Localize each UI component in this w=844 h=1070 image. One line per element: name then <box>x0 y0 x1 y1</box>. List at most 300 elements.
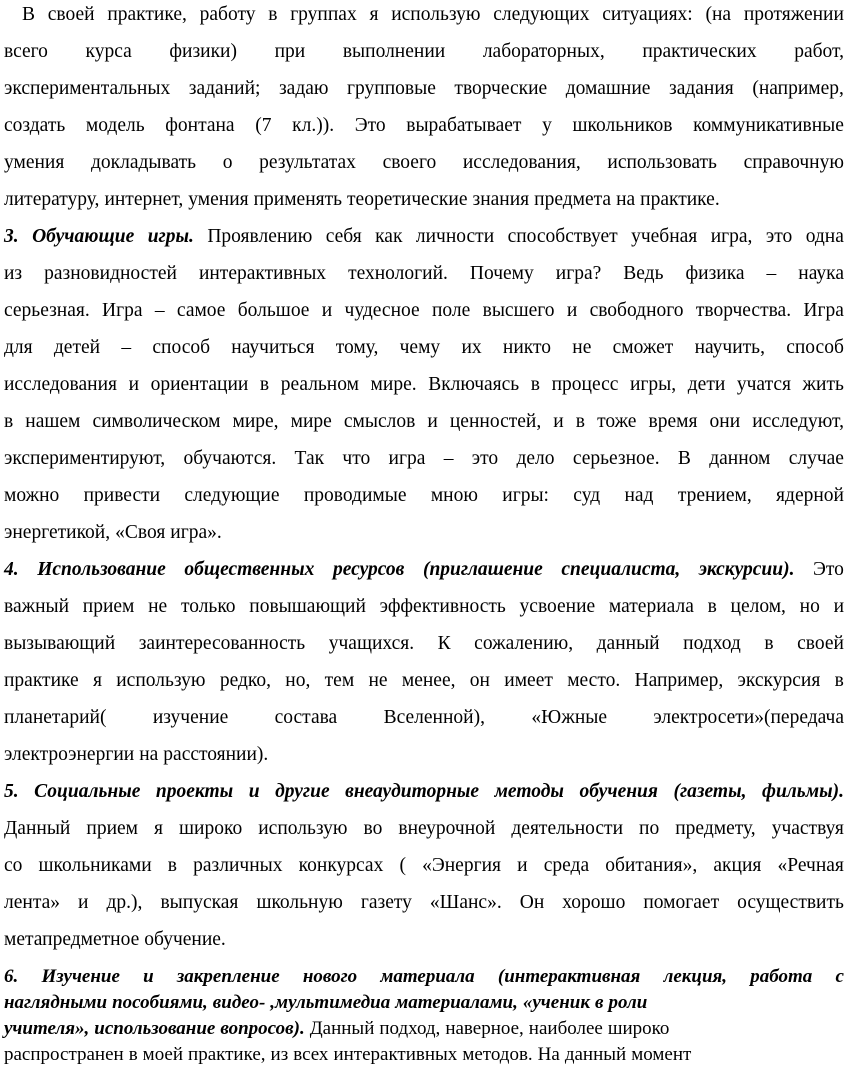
word: интерактивных <box>198 263 327 284</box>
word: свободного <box>589 300 684 321</box>
word: он <box>469 670 490 691</box>
word: домашние <box>565 78 651 99</box>
p3-line-6 <box>4 744 844 770</box>
word: метапредметное <box>4 929 140 950</box>
word: др.), <box>106 892 143 913</box>
word: что <box>342 448 371 469</box>
word: модель <box>85 115 145 136</box>
word: моей <box>142 1044 184 1065</box>
word: как <box>375 226 403 247</box>
word: группах <box>290 4 357 25</box>
word: интернет, <box>104 189 184 210</box>
word: деятельности <box>511 818 624 839</box>
word: в <box>575 411 585 432</box>
word: применять <box>253 189 343 210</box>
word: место. <box>567 670 621 691</box>
word: подход, <box>379 1018 441 1039</box>
word: игры, <box>630 374 677 395</box>
word: В <box>677 448 691 469</box>
word: из <box>270 1044 289 1065</box>
heading-word: Изучение <box>41 966 120 987</box>
word: (например, <box>752 78 844 99</box>
word: умения <box>188 189 249 210</box>
word: в <box>764 633 774 654</box>
word: тому, <box>335 337 379 358</box>
word: – <box>766 263 777 284</box>
p5-line-3 <box>4 1018 844 1044</box>
word: Вселенной), <box>383 707 485 728</box>
word: в <box>128 1044 138 1065</box>
word: детей <box>53 337 101 358</box>
word: и <box>566 300 578 321</box>
word: целом, <box>730 596 786 617</box>
word: своей <box>797 633 844 654</box>
word: задаю <box>278 78 329 99</box>
word: редко, <box>219 670 271 691</box>
heading-word: 3. <box>4 226 19 247</box>
word: справочную <box>743 152 844 173</box>
word: их <box>461 337 482 358</box>
word: это <box>765 226 793 247</box>
heading-word: 6. <box>4 966 19 987</box>
word: ядерной <box>776 485 844 506</box>
heading-word: пособиями, <box>112 992 208 1013</box>
word: умения <box>4 152 65 173</box>
word: экспериментируют, <box>4 448 166 469</box>
word: осуществить <box>737 892 844 913</box>
word: «Речная <box>777 855 844 876</box>
heading-word: наглядными <box>4 992 108 1013</box>
word: усвоение <box>519 596 596 617</box>
word: наука <box>798 263 844 284</box>
heading-word: с <box>835 966 844 987</box>
p2-line-6 <box>4 411 844 437</box>
word: физика <box>685 263 745 284</box>
word: школьников <box>572 115 673 136</box>
word: можно <box>4 485 60 506</box>
word: это <box>471 448 499 469</box>
word: фонтана <box>165 115 235 136</box>
word: заданий; <box>188 78 261 99</box>
word: по <box>639 818 660 839</box>
p1-line-3 <box>4 78 844 104</box>
word: предмета <box>534 189 612 210</box>
word: В <box>22 4 36 25</box>
word: работу <box>199 4 256 25</box>
word: помогает <box>643 892 720 913</box>
word: внеурочной <box>398 818 496 839</box>
word: высшего <box>482 300 555 321</box>
word: игры: <box>502 485 549 506</box>
word: физики) <box>169 41 237 62</box>
word: но <box>799 596 820 617</box>
word: разновидностей <box>44 263 177 284</box>
p4-line-4 <box>4 892 844 918</box>
word: в <box>4 411 14 432</box>
word: не <box>572 337 592 358</box>
word: эффективность <box>379 596 506 617</box>
word: – <box>154 300 165 321</box>
heading-word: Обучающие <box>32 226 135 247</box>
word: способ <box>786 337 844 358</box>
p3-line-1 <box>4 559 844 585</box>
word: своей <box>47 4 95 25</box>
p4-line-3 <box>4 855 844 881</box>
word: Проявлению <box>207 226 313 247</box>
word: «Южные <box>531 707 608 728</box>
word: ценностей, <box>449 411 542 432</box>
heading-word: учителя», <box>4 1018 90 1039</box>
word: мире. <box>370 374 417 395</box>
word: К <box>437 633 451 654</box>
word: не <box>368 670 388 691</box>
p2-line-2 <box>4 263 844 289</box>
word: результатах <box>259 152 356 173</box>
word: школьниками <box>38 855 152 876</box>
word: дело <box>516 448 555 469</box>
heading-word: обучения <box>579 781 658 802</box>
word: имеет <box>504 670 553 691</box>
heading-word: 5. <box>4 781 19 802</box>
word: «Энергия <box>422 855 501 876</box>
word: в <box>707 596 717 617</box>
word: на <box>139 744 159 765</box>
word: кл.)). <box>292 115 335 136</box>
p1-line-4 <box>4 115 844 141</box>
word: над <box>624 485 654 506</box>
word: повышающий <box>249 596 366 617</box>
p2-line-7 <box>4 448 844 474</box>
word: Например, <box>634 670 724 691</box>
word: в <box>167 855 178 876</box>
word: Почему <box>469 263 534 284</box>
heading-word: лекция, <box>663 966 728 987</box>
word: практических <box>642 41 757 62</box>
word: электросети»(передача <box>653 707 844 728</box>
heading-word: материалами, <box>395 992 518 1013</box>
word: у <box>542 115 552 136</box>
word: символическом <box>92 411 221 432</box>
heading-word: использование <box>94 1018 216 1039</box>
word: Игра <box>102 300 143 321</box>
word: личности <box>415 226 495 247</box>
word: знания <box>472 189 530 210</box>
heading-word: методы <box>494 781 564 802</box>
heading-word: экскурсии). <box>698 559 795 580</box>
word: я <box>154 818 164 839</box>
word: смыслов <box>343 411 416 432</box>
word: распространен <box>4 1044 124 1065</box>
word: Это <box>354 115 386 136</box>
heading-word: другие <box>275 781 330 802</box>
p2-line-5 <box>4 374 844 400</box>
heading-word: нового <box>302 966 358 987</box>
word: «Своя <box>115 522 166 543</box>
word: Игра <box>803 300 844 321</box>
word: случае <box>788 448 844 469</box>
word: в <box>268 4 278 25</box>
word: лабораторных, <box>482 41 605 62</box>
word: процесс <box>551 374 619 395</box>
word: литературу, <box>4 189 100 210</box>
word: самое <box>176 300 226 321</box>
word: способствует <box>507 226 618 247</box>
word: я <box>92 670 102 691</box>
word: – <box>443 448 454 469</box>
word: из <box>4 263 23 284</box>
heading-word: роли <box>608 992 648 1013</box>
word: поле <box>431 300 471 321</box>
word: проводимые <box>303 485 407 506</box>
word: наверное, <box>445 1018 524 1039</box>
word: для <box>4 337 33 358</box>
word: Так <box>294 448 325 469</box>
p4-line-2 <box>4 818 844 844</box>
word: данный <box>596 633 660 654</box>
word: никто <box>502 337 552 358</box>
p3-line-4 <box>4 670 844 696</box>
word: – <box>121 337 132 358</box>
word: протяжении <box>743 4 844 25</box>
word: практике, <box>107 4 187 25</box>
word: школьную <box>256 892 343 913</box>
word: творческие <box>454 78 548 99</box>
word: игра». <box>170 522 222 543</box>
word: обучение. <box>144 929 226 950</box>
word: тоже <box>597 411 637 432</box>
word: тем <box>324 670 355 691</box>
word: наиболее <box>528 1018 603 1039</box>
word: экскурсия <box>737 670 821 691</box>
word: вырабатывает <box>406 115 522 136</box>
word: заинтересованность <box>138 633 306 654</box>
word: акция <box>713 855 762 876</box>
word: использовать <box>607 152 717 173</box>
word: способ <box>152 337 211 358</box>
word: не <box>148 596 168 617</box>
word: и <box>128 374 140 395</box>
word: обучаются. <box>183 448 277 469</box>
word: курса <box>85 41 132 62</box>
word: момент <box>631 1044 692 1065</box>
word: технологий. <box>348 263 448 284</box>
word: следующих <box>493 4 590 25</box>
word: на <box>616 189 636 210</box>
p1-line-5 <box>4 152 844 178</box>
word: и <box>427 411 438 432</box>
heading-word: «ученик <box>522 992 590 1013</box>
word: данном <box>709 448 771 469</box>
word: большое <box>237 300 310 321</box>
word: конкурсах <box>298 855 384 876</box>
p3-line-2 <box>4 596 844 622</box>
heading-word: в <box>594 992 604 1013</box>
word: важный <box>4 596 70 617</box>
word: теоретические <box>347 189 468 210</box>
word: суд <box>573 485 601 506</box>
heading-word: игры. <box>147 226 194 247</box>
word: научить, <box>694 337 765 358</box>
heading-word: специалиста, <box>561 559 681 580</box>
word: электроэнергии <box>4 744 135 765</box>
word: они <box>709 411 741 432</box>
word: Он <box>519 892 545 913</box>
heading-word: 4. <box>4 559 19 580</box>
word: Данный <box>4 818 71 839</box>
heading-word: вопросов). <box>220 1018 305 1039</box>
word: газету <box>360 892 412 913</box>
word: учатся <box>736 374 791 395</box>
word: состава <box>274 707 338 728</box>
word: трением, <box>677 485 752 506</box>
word: практике. <box>640 189 720 210</box>
word: о <box>222 152 233 173</box>
word: и <box>321 300 333 321</box>
p3-line-3 <box>4 633 844 659</box>
word: сможет <box>612 337 674 358</box>
word: время <box>648 411 698 432</box>
word: и <box>78 892 89 913</box>
word: коммуникативные <box>693 115 844 136</box>
word: жить <box>802 374 844 395</box>
word: (на <box>705 4 732 25</box>
word: расстоянии). <box>163 744 269 765</box>
word: задания <box>669 78 734 99</box>
p4-line-1 <box>4 781 844 807</box>
p1-line-6 <box>4 189 844 215</box>
word: исследуют, <box>752 411 844 432</box>
heading-word: (интерактивная <box>497 966 641 987</box>
heading-word: видео- <box>212 992 266 1013</box>
heading-word: проекты <box>155 781 234 802</box>
word: данный <box>564 1044 627 1065</box>
word: обитания», <box>605 855 698 876</box>
word: выполнении <box>342 41 446 62</box>
word: групповые <box>347 78 436 99</box>
word: использую <box>116 670 206 691</box>
p5-line-1 <box>4 966 844 992</box>
word: творчества. <box>695 300 792 321</box>
p3-line-5 <box>4 707 844 733</box>
heading-word: общественных <box>184 559 315 580</box>
word: чудесное <box>344 300 420 321</box>
word: практике, <box>188 1044 266 1065</box>
word: планетарий( <box>4 707 107 728</box>
word: во <box>363 818 383 839</box>
word: интерактивных <box>333 1044 458 1065</box>
word: и <box>553 411 564 432</box>
word: ситуациях: <box>602 4 693 25</box>
word: дети <box>687 374 726 395</box>
word: мною <box>430 485 478 506</box>
word: Ведь <box>623 263 664 284</box>
word: материала <box>608 596 694 617</box>
word: прием <box>86 818 139 839</box>
word: выпуская <box>160 892 239 913</box>
word: использую <box>258 818 348 839</box>
heading-word: (газеты, <box>673 781 747 802</box>
heading-word: и <box>248 781 260 802</box>
word: игра? <box>555 263 602 284</box>
word: методов. <box>462 1044 533 1065</box>
word: подход <box>683 633 741 654</box>
heading-word: материала <box>380 966 475 987</box>
word: в <box>259 374 270 395</box>
word: На <box>537 1044 560 1065</box>
word: серьезная. <box>4 300 90 321</box>
word: игра <box>388 448 426 469</box>
word: Данный <box>309 1018 375 1039</box>
word: всего <box>4 41 48 62</box>
word: различных <box>193 855 283 876</box>
p4-line-5 <box>4 929 844 955</box>
heading-word: ресурсов <box>332 559 405 580</box>
word: изучение <box>152 707 229 728</box>
word: использую <box>391 4 481 25</box>
word: ориентации <box>150 374 249 395</box>
word: «Шанс». <box>429 892 502 913</box>
word: прием <box>82 596 135 617</box>
word: широко <box>179 818 243 839</box>
word: докладывать <box>90 152 197 173</box>
word: среда <box>543 855 590 876</box>
word: мире <box>290 411 332 432</box>
word: практике <box>4 670 79 691</box>
word: в <box>530 374 541 395</box>
word: менее, <box>401 670 456 691</box>
word: исследования, <box>462 152 581 173</box>
word: своего <box>382 152 437 173</box>
word: мире, <box>232 411 279 432</box>
word: предмету, <box>675 818 756 839</box>
p2-line-4 <box>4 337 844 363</box>
word: (7 <box>255 115 272 136</box>
word: энергетикой, <box>4 522 111 543</box>
word: широко <box>607 1018 670 1039</box>
word: одна <box>805 226 844 247</box>
word: исследования <box>4 374 117 395</box>
heading-word: Социальные <box>34 781 141 802</box>
word: лента» <box>4 892 60 913</box>
word: создать <box>4 115 66 136</box>
word: участвуя <box>771 818 844 839</box>
word: игра, <box>710 226 753 247</box>
word: но, <box>285 670 311 691</box>
word: нашем <box>25 411 81 432</box>
p5-line-2 <box>4 992 844 1018</box>
word: реальном <box>280 374 359 395</box>
word: при <box>274 41 306 62</box>
p2-line-3 <box>4 300 844 326</box>
p1-line-1 <box>22 4 844 30</box>
word: сожалению, <box>474 633 574 654</box>
word: хорошо <box>562 892 626 913</box>
word: ( <box>399 855 406 876</box>
word: и <box>833 596 844 617</box>
p1-line-2 <box>4 41 844 67</box>
word: следующие <box>184 485 280 506</box>
word: серьезное. <box>572 448 660 469</box>
heading-word: и <box>143 966 154 987</box>
word: я <box>369 4 379 25</box>
word: чему <box>399 337 441 358</box>
word: вызывающий <box>4 633 116 654</box>
word: со <box>4 855 23 876</box>
word: всех <box>293 1044 329 1065</box>
p2-line-9 <box>4 522 844 548</box>
word: экспериментальных <box>4 78 171 99</box>
p2-line-8 <box>4 485 844 511</box>
